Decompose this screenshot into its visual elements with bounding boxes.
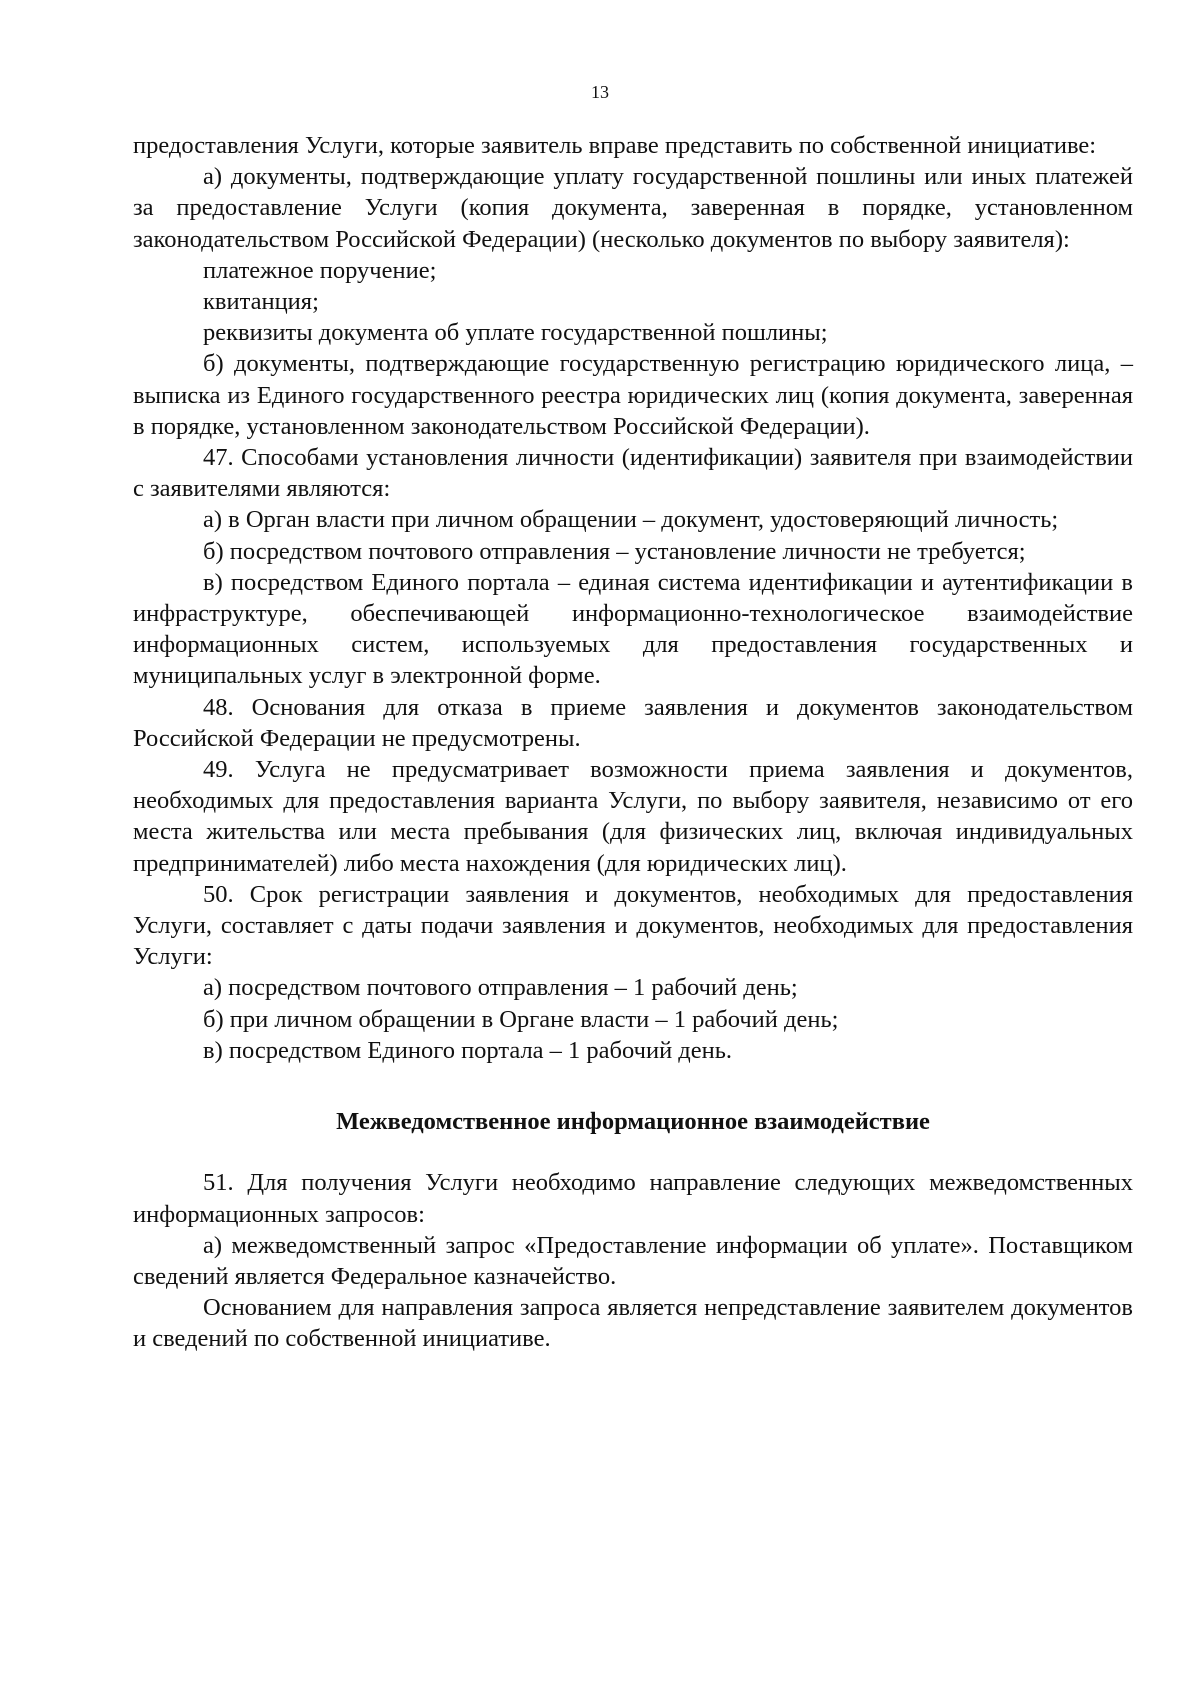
- list-item-receipt: квитанция;: [203, 288, 319, 316]
- paragraph-50-b: б) при личном обращении в Органе власти – 1 рабочий день;: [203, 1005, 839, 1033]
- list-item-payment-details: реквизиты документа об уплате государственной пошлины;: [203, 319, 828, 347]
- paragraph-51-basis: Основанием для направления запроса является непредставление заявителем документов и сведений по собственной инициативе.: [133, 1294, 1133, 1353]
- paragraph-47: 47. Способами установления личности (идентификации) заявителя при взаимодействии с заявителями являются:: [133, 444, 1133, 503]
- list-item-payment-order: платежное поручение;: [203, 256, 437, 284]
- paragraph-50-c: в) посредством Единого портала – 1 рабочий день.: [203, 1036, 733, 1064]
- page-number: 13: [591, 82, 609, 102]
- paragraph-47-c: в) посредством Единого портала – единая система идентификации и аутентификации в инфраструктуре, обеспечивающей информационно-технологическое взаимодействие информационных систем, используемых для предоставления государственных и муниципальных услуг в электронной форме.: [133, 568, 1133, 690]
- section-heading: Межведомственное информационное взаимодействие: [336, 1108, 930, 1136]
- paragraph-47-a: а) в Орган власти при личном обращении – документ, удостоверяющий личность;: [203, 506, 1059, 534]
- document-body: [133, 130, 1133, 1355]
- paragraph-item-b-registration-docs: б) документы, подтверждающие государственную регистрацию юридического лица, – выписка из Единого государственного реестра юридических лиц (копия документа, заверенная в порядке, установленном законодательством Российской Федерации).: [133, 350, 1133, 440]
- paragraph-47-b: б) посредством почтового отправления – установление личности не требуется;: [203, 537, 1026, 565]
- paragraph-48: 48. Основания для отказа в приеме заявления и документов законодательством Российской Федерации не предусмотрены.: [133, 693, 1133, 752]
- paragraph-continuation: предоставления Услуги, которые заявитель вправе представить по собственной инициативе:: [133, 132, 1097, 159]
- paragraph-51: 51. Для получения Услуги необходимо направление следующих межведомственных информационных запросов:: [133, 1169, 1133, 1228]
- paragraph-51-a: а) межведомственный запрос «Предоставление информации об уплате». Поставщиком сведений является Федеральное казначейство.: [133, 1231, 1133, 1290]
- paragraph-item-a-payment-docs: а) документы, подтверждающие уплату государственной пошлины или иных платежей за предоставление Услуги (копия документа, заверенная в порядке, установленном законодательством Российской Федерации) (несколько документов по выбору заявителя):: [133, 163, 1133, 253]
- paragraph-50-a: а) посредством почтового отправления – 1 рабочий день;: [203, 974, 798, 1002]
- paragraph-49: 49. Услуга не предусматривает возможности приема заявления и документов, необходимых для предоставления варианта Услуги, по выбору заявителя, независимо от его места жительства или места пребывания (для физических лиц, включая индивидуальных предпринимателей) либо места нахождения (для юридических лиц).: [133, 756, 1133, 877]
- paragraph-50: 50. Срок регистрации заявления и документов, необходимых для предоставления Услуги, составляет с даты подачи заявления и документов, необходимых для предоставления Услуги:: [133, 880, 1133, 971]
